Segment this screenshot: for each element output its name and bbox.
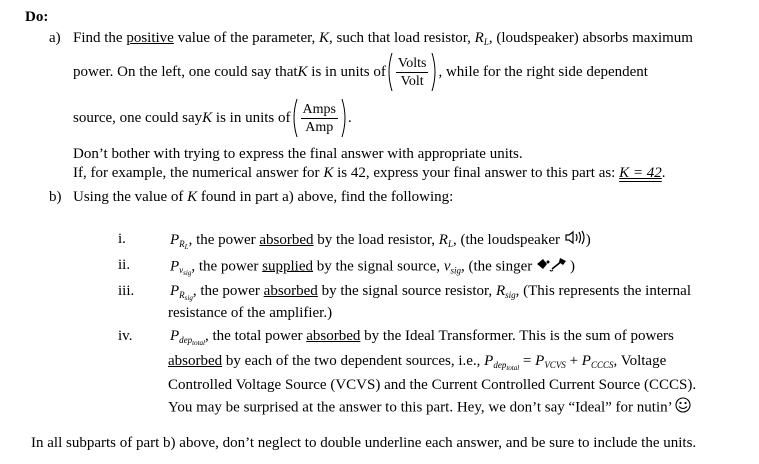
singer-microphone-icon — [536, 256, 570, 278]
item-iv-line-3: Controlled Voltage Source (VCVS) and the Current Controlled Current Source (CCCS). — [168, 377, 697, 393]
part-a-line-1: Find the positive value of the parameter, K, such that load resistor, $R_L$, (loudspeaker) absorbs maximum — [73, 30, 693, 47]
item-iv-numeral: iv. — [118, 328, 133, 344]
item-ii-numeral: ii. — [118, 257, 131, 273]
part-a-line-4: Don’t bother with trying to express the final answer with appropriate units. — [73, 146, 523, 162]
volts-per-volt-fraction: $\frac{\text{Volts}}{\text{Volt}}$ — [386, 52, 439, 92]
page-title: Do: — [25, 9, 49, 25]
item-iv-text: $P_{dep_{total}}$, the total power absorbed by the Ideal Transformer. This is the sum of powers — [170, 328, 674, 347]
smiley-face-icon — [675, 397, 691, 419]
part-b-intro: Using the value of K found in part a) above, find the following: — [73, 189, 454, 205]
part-b-marker: b) — [49, 189, 62, 205]
part-a-line-3: source, one could say K is in units of $\frac{\text{Amps}}{\text{Amp}}$ . — [73, 97, 352, 139]
item-iv-line-4: You may be surprised at the answer to this part. Hey, we don’t say “Ideal” for nutin’ — [168, 397, 691, 419]
example-answer: K = 42 — [619, 165, 662, 181]
part-a-marker: a) — [49, 30, 61, 46]
item-iii-numeral: iii. — [118, 283, 135, 299]
speaker-icon — [564, 230, 586, 251]
item-i-text: $P_{R_L}$, the power absorbed by the load resistor, $R_L$, (the loudspeaker ) — [170, 231, 591, 251]
item-iv-line-2: absorbed by each of the two dependent sources, i.e., $P_{dep_{total}} = P_{VCVS} + P_{CCCS}$, Voltage — [168, 353, 667, 372]
part-a-line-5: If, for example, the numerical answer for K is 42, express your final answer to this part as: K = 42. — [73, 165, 666, 181]
item-ii-text: $P_{v_{sig}}$, the power supplied by the signal source, $v_{sig}$, (the singer ) — [170, 256, 575, 278]
item-iii-line-2: resistance of the amplifier.) — [168, 305, 333, 321]
footer-note: In all subparts of part b) above, don’t neglect to double underline each answer, and be sure to include the units. — [31, 435, 697, 451]
part-a-line-2: power. On the left, one could say that K is in units of $\frac{\text{Volts}}{\text{Volt}}$ , while for the right side dependent — [73, 51, 648, 93]
item-i-numeral: i. — [118, 231, 126, 247]
amps-per-amp-fraction: $\frac{\text{Amps}}{\text{Amp}}$ — [291, 98, 348, 138]
item-iii-text: $P_{R_{sig}}$, the power absorbed by the signal source resistor, $R_{sig}$, (This represents the internal — [170, 283, 691, 302]
